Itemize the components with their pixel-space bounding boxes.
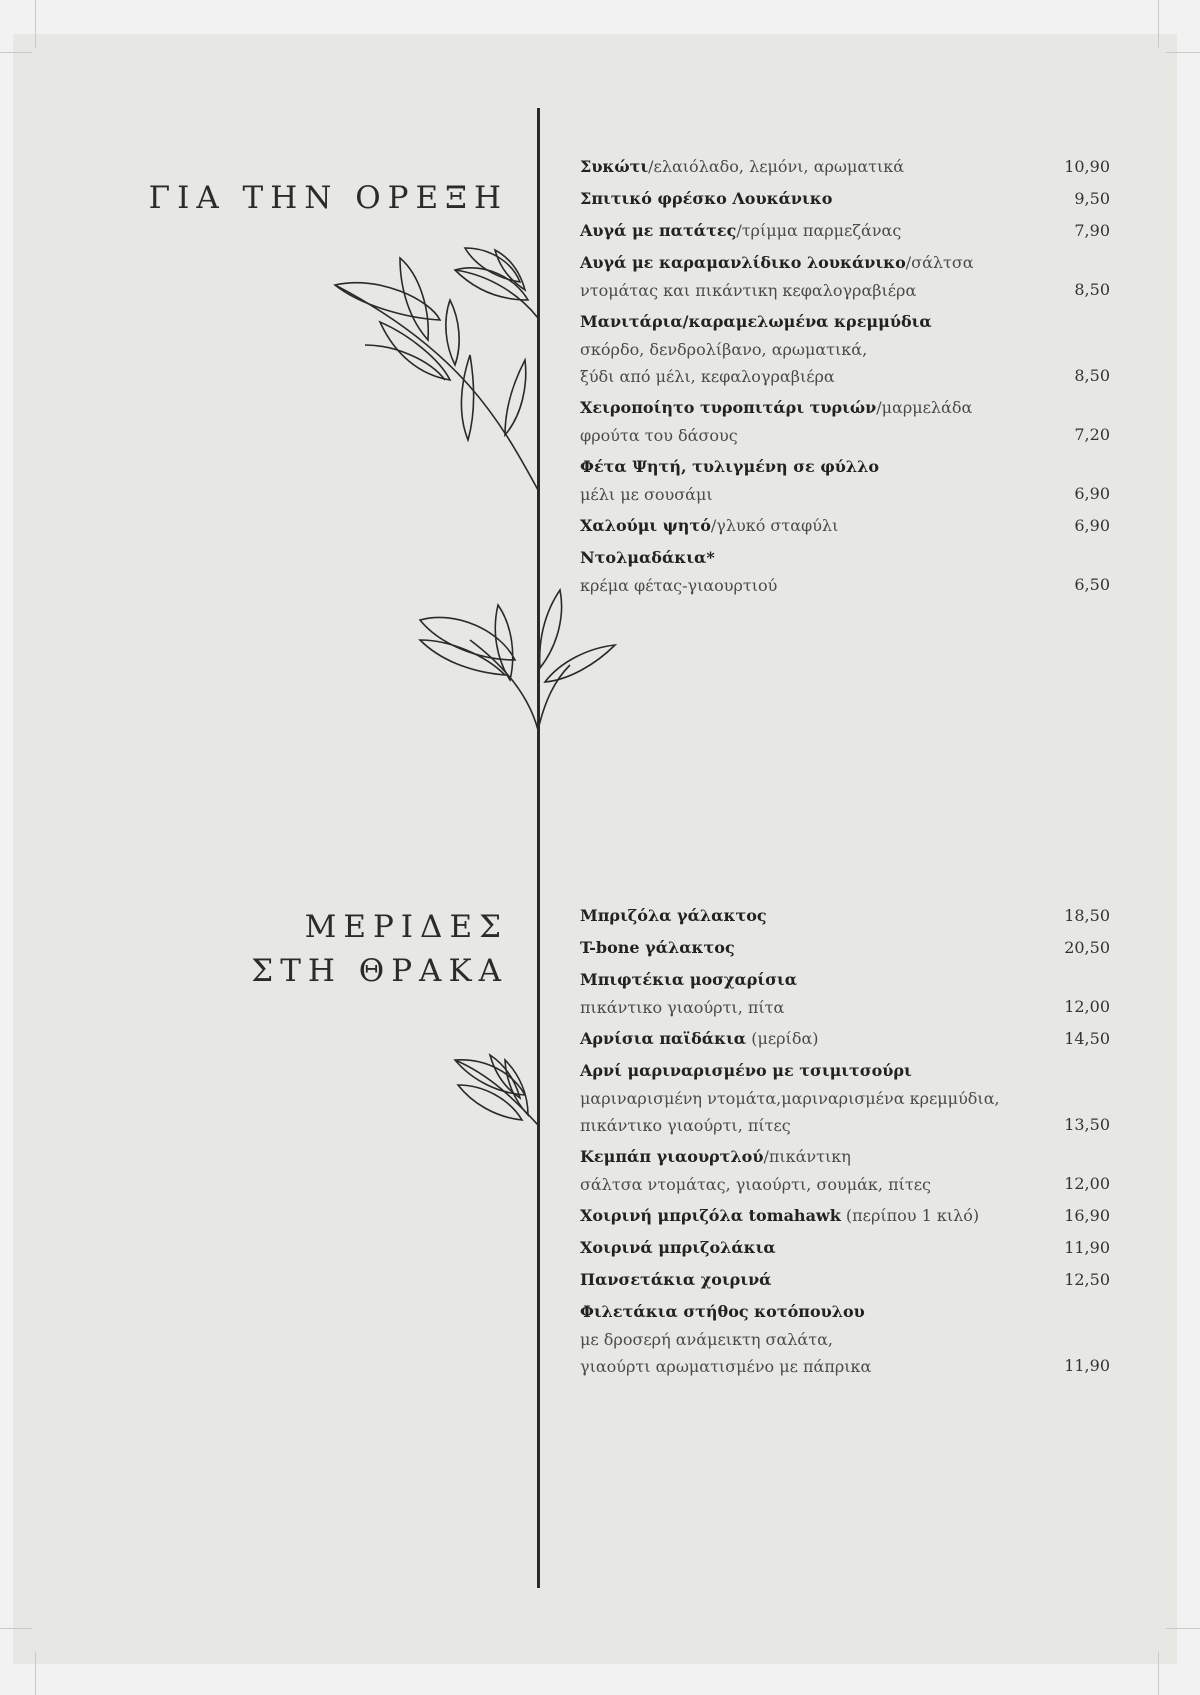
menu-item-title-line	[580, 249, 1038, 277]
menu-item-price: 7,90	[1074, 221, 1110, 240]
menu-item-text	[580, 394, 1050, 449]
menu-item-title-line	[580, 153, 1038, 181]
menu-item-price: 6,90	[1074, 516, 1110, 535]
menu-item-name: Αρνίσια παϊδάκια	[580, 1029, 747, 1048]
menu-item-text	[580, 308, 1050, 390]
menu-item-separator: /	[710, 516, 717, 535]
menu-item-title-line	[580, 1143, 1038, 1171]
menu-item-price: 12,00	[1064, 997, 1110, 1016]
menu-item-description: πικάντικη	[768, 1147, 851, 1166]
menu-item-description: ελαιόλαδο, λεμόνι, αρωματικά	[653, 157, 905, 176]
menu-item-name: Αυγά με πατάτες	[580, 221, 737, 240]
menu-item-title-line	[580, 1057, 1038, 1085]
menu-item	[580, 1234, 1110, 1262]
menu-item-name: Πανσετάκια χοιρινά	[580, 1270, 772, 1289]
menu-item	[580, 1143, 1110, 1198]
menu-item-description-line: πικάντικο γιαούρτι, πίτα	[580, 998, 785, 1017]
menu-item-name: Χαλούμι ψητό	[580, 516, 711, 535]
menu-item-name: Φιλετάκια στήθος κοτόπουλου	[580, 1302, 865, 1321]
menu-item	[580, 185, 1110, 213]
menu-item-price: 7,20	[1074, 425, 1110, 444]
menu-item-description-line: πικάντικο γιαούρτι, πίτες	[580, 1116, 791, 1135]
section-title-line: ΜΕΡΙΔΕΣ	[304, 909, 508, 945]
menu-item-title-line	[580, 902, 1038, 930]
menu-item	[580, 308, 1110, 390]
menu-item-title-line	[580, 1298, 1038, 1326]
menu-item-name: Αυγά με καραμανλίδικο λουκάνικο	[580, 253, 906, 272]
menu-item-name: Χοιρινή μπριζόλα tomahawk	[580, 1206, 841, 1225]
menu-item-name: Αρνί μαριναρισμένο με τσιμιτσούρι	[580, 1061, 912, 1080]
menu-item-text	[580, 1234, 1050, 1262]
menu-item-text	[580, 1143, 1050, 1198]
menu-item-text	[580, 1298, 1050, 1380]
menu-item-text	[580, 1057, 1050, 1139]
menu-item	[580, 153, 1110, 181]
grill-list	[580, 898, 1110, 1380]
menu-item-separator: /	[648, 157, 654, 176]
menu-item-price: 9,50	[1074, 189, 1110, 208]
menu-item-separator: /	[736, 221, 742, 240]
menu-item-text	[580, 1266, 1050, 1294]
menu-item-title-line	[580, 544, 1038, 572]
menu-item-title-line	[580, 1202, 1038, 1230]
menu-item	[580, 453, 1110, 508]
menu-item-separator: /	[876, 398, 882, 417]
menu-item-price: 6,90	[1074, 484, 1110, 503]
menu-item-name: Σπιτικό φρέσκο Λουκάνικο	[580, 189, 833, 208]
menu-item-price: 13,50	[1064, 1115, 1110, 1134]
menu-item-text	[580, 217, 1050, 245]
menu-item-price: 12,00	[1064, 1174, 1110, 1193]
menu-item-separator: /	[763, 1147, 769, 1166]
menu-item	[580, 1298, 1110, 1380]
menu-item-name: Μπιφτέκια μοσχαρίσια	[580, 970, 797, 989]
menu-item-description-line: σκόρδο, δενδρολίβανο, αρωματικά,	[580, 340, 868, 359]
menu-item-price: 16,90	[1064, 1206, 1110, 1225]
menu-item-price: 11,90	[1064, 1356, 1110, 1375]
menu-item-name: Μπριζόλα γάλακτος	[580, 906, 767, 925]
menu-item	[580, 217, 1110, 245]
section-title-appetizers: ΓΙΑ ΤΗΝ ΟΡΕΞΗ	[148, 180, 508, 216]
appetizers-list	[580, 149, 1110, 599]
menu-item-text	[580, 934, 1050, 962]
menu-item	[580, 394, 1110, 449]
menu-item-name: Χοιρινά μπριζολάκια	[580, 1238, 776, 1257]
menu-item-name: Μανιτάρια/καραμελωμένα κρεμμύδια	[580, 312, 932, 331]
menu-item-price: 18,50	[1064, 906, 1110, 925]
menu-item	[580, 966, 1110, 1021]
menu-item-name: Κεμπάπ γιαουρτλού	[580, 1147, 764, 1166]
menu-item-separator: /	[905, 253, 912, 272]
menu-item	[580, 1202, 1110, 1230]
menu-item	[580, 512, 1110, 540]
menu-item-name: Συκώτι	[580, 157, 649, 176]
menu-item-text	[580, 1202, 1050, 1230]
menu-item-name: Ντολμαδάκια*	[580, 548, 715, 567]
menu-item-price: 6,50	[1074, 575, 1110, 594]
section-title-grill	[251, 905, 508, 993]
menu-item	[580, 1266, 1110, 1294]
menu-item-description-line: φρούτα του δάσους	[580, 426, 738, 445]
menu-item-description-line: μαριναρισμένη ντομάτα,μαριναρισμένα κρεμμύδια,	[580, 1089, 1000, 1108]
menu-item-title-line	[580, 934, 1038, 962]
menu-item	[580, 249, 1110, 304]
menu-item-text	[580, 902, 1050, 930]
menu-item-description-line: σάλτσα ντομάτας, γιαούρτι, σουμάκ, πίτες	[580, 1175, 931, 1194]
menu-item-title-line	[580, 512, 1038, 540]
menu-item-description: (περίπου 1 κιλό)	[845, 1206, 980, 1225]
menu-item-title-line	[580, 217, 1038, 245]
menu-item-title-line	[580, 966, 1038, 994]
menu-item-title-line	[580, 1025, 1038, 1053]
menu-item-description-line: ξύδι από μέλι, κεφαλογραβιέρα	[580, 367, 835, 386]
menu-item	[580, 1025, 1110, 1053]
menu-item-text	[580, 544, 1050, 599]
menu-item-description-line: ντομάτας και πικάντικη κεφαλογραβιέρα	[580, 281, 917, 300]
menu-item-text	[580, 966, 1050, 1021]
menu-item-price: 11,90	[1064, 1238, 1110, 1257]
menu-item-text	[580, 153, 1050, 181]
menu-item-name: Χειροποίητο τυροπιτάρι τυριών	[580, 398, 877, 417]
menu-item-name: T-bone γάλακτος	[580, 938, 735, 957]
menu-item-price: 8,50	[1074, 366, 1110, 385]
menu-item-description: τρίμμα παρμεζάνας	[741, 221, 902, 240]
menu-item	[580, 544, 1110, 599]
menu-item-title-line	[580, 308, 1038, 336]
menu-item-description-line: με δροσερή ανάμεικτη σαλάτα,	[580, 1330, 833, 1349]
menu-item-description: σάλτσα	[911, 253, 974, 272]
menu-item-name: Φέτα Ψητή, τυλιγμένη σε φύλλο	[580, 457, 880, 476]
menu-item-title-line	[580, 1266, 1038, 1294]
menu-item-text	[580, 512, 1050, 540]
menu-item-title-line	[580, 1234, 1038, 1262]
menu-item-description-line: μέλι με σουσάμι	[580, 485, 713, 504]
menu-item-description: μαρμελάδα	[881, 398, 973, 417]
menu-item-title-line	[580, 185, 1038, 213]
menu-item-text	[580, 249, 1050, 304]
menu-item-price: 12,50	[1064, 1270, 1110, 1289]
menu-item	[580, 902, 1110, 930]
menu-item-description: γλυκό σταφύλι	[716, 516, 839, 535]
menu-item-description: (μερίδα)	[751, 1029, 819, 1048]
menu-item-price: 20,50	[1064, 938, 1110, 957]
menu-item-price: 8,50	[1074, 280, 1110, 299]
menu-item	[580, 934, 1110, 962]
menu-item-text	[580, 1025, 1050, 1053]
menu-item-price: 10,90	[1064, 157, 1110, 176]
menu-item-description-line: κρέμα φέτας-γιαουρτιού	[580, 576, 778, 595]
menu-item-title-line	[580, 394, 1038, 422]
menu-item-title-line	[580, 453, 1038, 481]
menu-item-price: 14,50	[1064, 1029, 1110, 1048]
section-title-line: ΣΤΗ ΘΡΑΚΑ	[251, 953, 508, 989]
menu-item-text	[580, 453, 1050, 508]
menu-item-description-line: γιαούρτι αρωματισμένο με πάπρικα	[580, 1357, 872, 1376]
menu-item-text	[580, 185, 1050, 213]
menu-item	[580, 1057, 1110, 1139]
